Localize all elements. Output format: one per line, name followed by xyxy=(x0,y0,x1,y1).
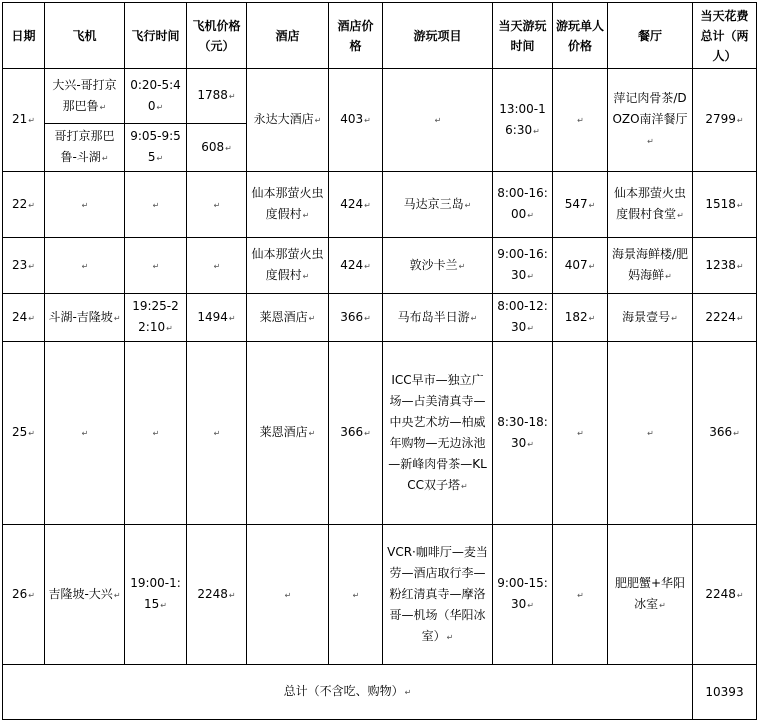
cell-date: 23↵ xyxy=(3,238,45,294)
cell-hotel: 仙本那萤火虫度假村↵ xyxy=(247,172,329,238)
cell-flight-time: ↵ xyxy=(125,172,187,238)
cell-hotel-price: 366↵ xyxy=(329,342,383,525)
table-row-21a xyxy=(3,69,757,124)
cell-activity: 敦沙卡兰↵ xyxy=(383,238,493,294)
cell-activity-price: ↵ xyxy=(553,525,608,665)
cell-play-time: 8:00-12:30↵ xyxy=(493,294,553,342)
itinerary-table xyxy=(2,2,757,720)
cell-activity: 马达京三岛↵ xyxy=(383,172,493,238)
cell-play-time: 8:00-16:00↵ xyxy=(493,172,553,238)
cell-restaurant: 海景壹号↵ xyxy=(608,294,693,342)
cell-play-time: 9:00-16:30↵ xyxy=(493,238,553,294)
cell-flight-price: ↵ xyxy=(187,342,247,525)
cell-activity: 马布岛半日游↵ xyxy=(383,294,493,342)
grand-total: 10393 xyxy=(693,665,757,720)
cell-restaurant: 萍记肉骨茶/DOZO南洋餐厅↵ xyxy=(608,69,693,172)
cell-flight: 大兴-哥打京那巴鲁↵ xyxy=(45,69,125,124)
cell-activity: ICC早市—独立广场—占美清真寺—中央艺术坊—柏威年购物—无边泳池—新峰肉骨茶—KLCC双子塔↵ xyxy=(383,342,493,525)
header-flight: 飞机 xyxy=(45,3,125,69)
cell-daily-total: 1518↵ xyxy=(693,172,757,238)
cell-flight: 哥打京那巴鲁-斗湖↵ xyxy=(45,124,125,172)
cell-hotel: ↵ xyxy=(247,525,329,665)
cell-flight-price: ↵ xyxy=(187,172,247,238)
header-date: 日期 xyxy=(3,3,45,69)
cell-flight: 斗湖-吉隆坡↵ xyxy=(45,294,125,342)
cell-activity: ↵ xyxy=(383,69,493,172)
cell-flight-price: 1494↵ xyxy=(187,294,247,342)
cell-hotel: 莱恩酒店↵ xyxy=(247,294,329,342)
cell-hotel-price: ↵ xyxy=(329,525,383,665)
cell-daily-total: 2799↵ xyxy=(693,69,757,172)
cell-hotel: 莱恩酒店↵ xyxy=(247,342,329,525)
cell-flight-price: 1788↵ xyxy=(187,69,247,124)
cell-flight-time: 0:20-5:40↵ xyxy=(125,69,187,124)
cell-play-time: 9:00-15:30↵ xyxy=(493,525,553,665)
cell-date: 22↵ xyxy=(3,172,45,238)
table-row-22 xyxy=(3,172,757,238)
header-daily-total: 当天花费总计（两人） xyxy=(693,3,757,69)
cell-hotel: 仙本那萤火虫度假村↵ xyxy=(247,238,329,294)
table-row-24 xyxy=(3,294,757,342)
cell-flight-time: 19:25-22:10↵ xyxy=(125,294,187,342)
cell-flight-time: 19:00-1:15↵ xyxy=(125,525,187,665)
cell-hotel-price: 424↵ xyxy=(329,238,383,294)
cell-hotel-price: 366↵ xyxy=(329,294,383,342)
header-flight-price: 飞机价格（元） xyxy=(187,3,247,69)
header-restaurant: 餐厅 xyxy=(608,3,693,69)
cell-flight-time: ↵ xyxy=(125,342,187,525)
header-flight-time: 飞行时间 xyxy=(125,3,187,69)
cell-activity-price: ↵ xyxy=(553,69,608,172)
cell-hotel: 永达大酒店↵ xyxy=(247,69,329,172)
table-row-25 xyxy=(3,342,757,525)
cell-flight-price: ↵ xyxy=(187,238,247,294)
cell-flight: ↵ xyxy=(45,172,125,238)
cell-date: 26↵ xyxy=(3,525,45,665)
cell-flight: ↵ xyxy=(45,238,125,294)
cell-restaurant: 海景海鲜楼/肥妈海鲜↵ xyxy=(608,238,693,294)
cell-restaurant: 肥肥蟹+华阳冰室↵ xyxy=(608,525,693,665)
cell-flight: ↵ xyxy=(45,342,125,525)
header-hotel: 酒店 xyxy=(247,3,329,69)
cell-hotel-price: 424↵ xyxy=(329,172,383,238)
cell-activity-price: 407↵ xyxy=(553,238,608,294)
cell-date: 21↵ xyxy=(3,69,45,172)
cell-flight-time: ↵ xyxy=(125,238,187,294)
table-row-23 xyxy=(3,238,757,294)
cell-activity-price: 547↵ xyxy=(553,172,608,238)
cell-activity: VCR·咖啡厅—麦当劳—酒店取行李—粉红清真寺—摩洛哥—机场（华阳冰室）↵ xyxy=(383,525,493,665)
cell-daily-total: 366↵ xyxy=(693,342,757,525)
header-play-time: 当天游玩时间 xyxy=(493,3,553,69)
cell-play-time: 8:30-18:30↵ xyxy=(493,342,553,525)
cell-daily-total: 2248↵ xyxy=(693,525,757,665)
header-row xyxy=(3,3,757,69)
total-label: 总计（不含吃、购物）↵ xyxy=(3,665,693,720)
cell-restaurant: 仙本那萤火虫度假村食堂↵ xyxy=(608,172,693,238)
cell-flight-time: 9:05-9:55↵ xyxy=(125,124,187,172)
cell-restaurant: ↵ xyxy=(608,342,693,525)
table-row-26 xyxy=(3,525,757,665)
cell-date: 25↵ xyxy=(3,342,45,525)
cell-daily-total: 1238↵ xyxy=(693,238,757,294)
cell-activity-price: ↵ xyxy=(553,342,608,525)
cell-daily-total: 2224↵ xyxy=(693,294,757,342)
cell-play-time: 13:00-16:30↵ xyxy=(493,69,553,172)
cell-date: 24↵ xyxy=(3,294,45,342)
cell-flight-price: 2248↵ xyxy=(187,525,247,665)
header-hotel-price: 酒店价格 xyxy=(329,3,383,69)
total-row xyxy=(3,665,757,720)
cell-flight: 吉隆坡-大兴↵ xyxy=(45,525,125,665)
cell-activity-price: 182↵ xyxy=(553,294,608,342)
cell-hotel-price: 403↵ xyxy=(329,69,383,172)
header-activity-price: 游玩单人价格 xyxy=(553,3,608,69)
header-activity: 游玩项目 xyxy=(383,3,493,69)
cell-flight-price: 608↵ xyxy=(187,124,247,172)
